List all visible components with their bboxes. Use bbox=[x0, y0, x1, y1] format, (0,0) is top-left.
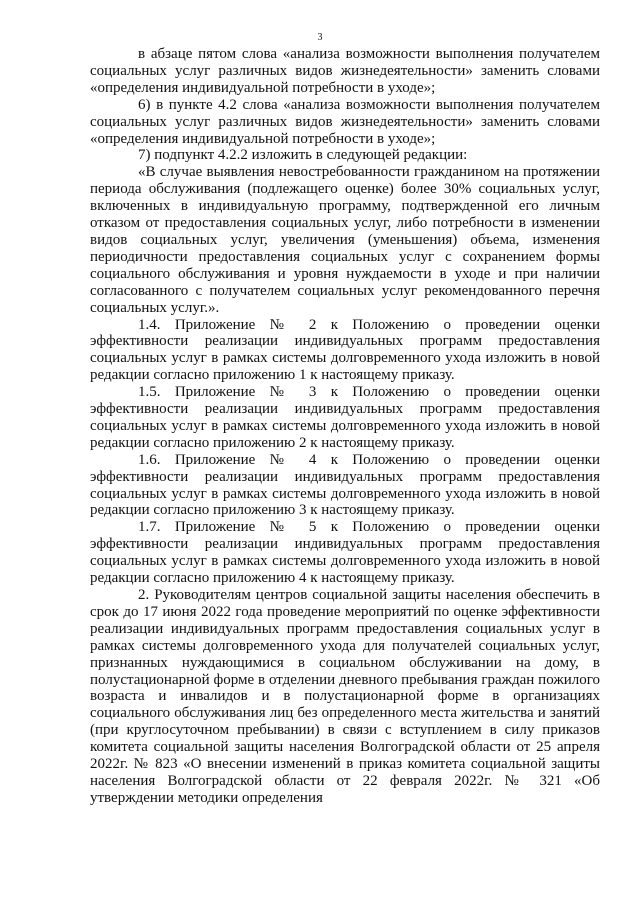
paragraph: 1.4. Приложение № 2 к Положению о проведении оценки эффективности реализации индивидуальных программ предоставления социальных услуг в рамках системы долговременного ухода изложить в новой редакции согласно приложению 1 к настоящему приказу. bbox=[90, 316, 600, 384]
page-number: 3 bbox=[317, 32, 323, 43]
paragraph: «В случае выявления невостребованности гражданином на протяжении периода обслуживания (подлежащего оценке) более 30% социальных услуг, включенных в индивидуальную программу, подтвержденной его личным отказом от предоставления социальных услуг, либо потребности в изменении видов социальных услуг, увеличения (уменьшения) объема, изменения периодичности предоставления социальных услуг с сохранением формы социального обслуживания и уровня нуждаемости в уходе и при наличии согласованного с получателем социальных услуг рекомендованного перечня социальных услуг.». bbox=[90, 164, 600, 316]
paragraph: 6) в пункте 4.2 слова «анализа возможности выполнения получателем социальных услуг различных видов жизнедеятельности» заменить словами «определения индивидуальной потребности в уходе»; bbox=[90, 96, 600, 147]
paragraph: 1.7. Приложение № 5 к Положению о проведении оценки эффективности реализации индивидуальных программ предоставления социальных услуг в рамках системы долговременного ухода изложить в новой редакции согласно приложению 4 к настоящему приказу. bbox=[90, 519, 600, 587]
paragraph: 1.6. Приложение № 4 к Положению о проведении оценки эффективности реализации индивидуальных программ предоставления социальных услуг в рамках системы долговременного ухода изложить в новой редакции согласно приложению 3 к настоящему приказу. bbox=[90, 451, 600, 519]
paragraph: 2. Руководителям центров социальной защиты населения обеспечить в срок до 17 июня 2022 года проведение мероприятий по оценке эффективности реализации индивидуальных программ предоставления социальных услуг в рамках системы долговременного ухода для получателей социальных услуг, признанных нуждающимися в социальном обслуживании на дому, в полустационарной форме в отделении дневного пребывания граждан пожилого возраста и инвалидов и в полустационарной форме в организациях социального обслуживания лиц без определенного места жительства и занятий (при круглосуточном пребывании) в связи с вступлением в силу приказов комитета социальной защиты населения Волгоградской области от 25 апреля 2022г. № 823 «О внесении изменений в приказ комитета социальной защиты населения Волгоградской области от 22 февраля 2022г. № 321 «Об утверждении методики определения bbox=[90, 587, 600, 806]
paragraph: 7) подпункт 4.2.2 изложить в следующей редакции: bbox=[138, 147, 468, 164]
paragraph: 1.5. Приложение № 3 к Положению о проведении оценки эффективности реализации индивидуальных программ предоставления социальных услуг в рамках системы долговременного ухода изложить в новой редакции согласно приложению 2 к настоящему приказу. bbox=[90, 384, 600, 451]
paragraph: в абзаце пятом слова «анализа возможности выполнения получателем социальных услуг различных видов жизнедеятельности» заменить словами «определения индивидуальной потребности в уходе»; bbox=[90, 46, 600, 96]
document-body bbox=[90, 46, 600, 807]
